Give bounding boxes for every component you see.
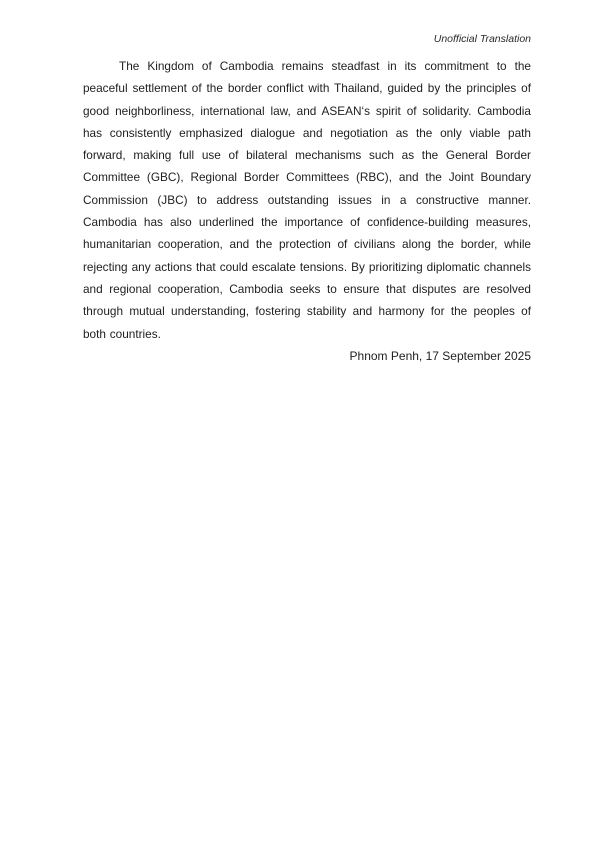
unofficial-translation-label: Unofficial Translation xyxy=(433,33,531,45)
dateline: Phnom Penh, 17 September 2025 xyxy=(349,348,531,363)
statement-paragraph: The Kingdom of Cambodia remains steadfast in its commitment to the peaceful settlement of the border conflict with Thailand, guided by the principles of good neighborliness, international law, and ASEAN‘s spirit of solidarity. Cambodia has consistently emphasized dialogue and negotiation as the only viable path forward, making full use of bilateral mechanisms such as the General Border Committee (GBC), Regional Border Committees (RBC), and the Joint Boundary Commission (JBC) to address outstanding issues in a constructive manner. Cambodia has also underlined the importance of confidence-building measures, humanitarian cooperation, and the protection of civilians along the border, while rejecting any actions that could escalate tensions. By prioritizing diplomatic channels and regional cooperation, Cambodia seeks to ensure that disputes are resolved through mutual understanding, fostering stability and harmony for the peoples of both countries. xyxy=(83,59,531,341)
